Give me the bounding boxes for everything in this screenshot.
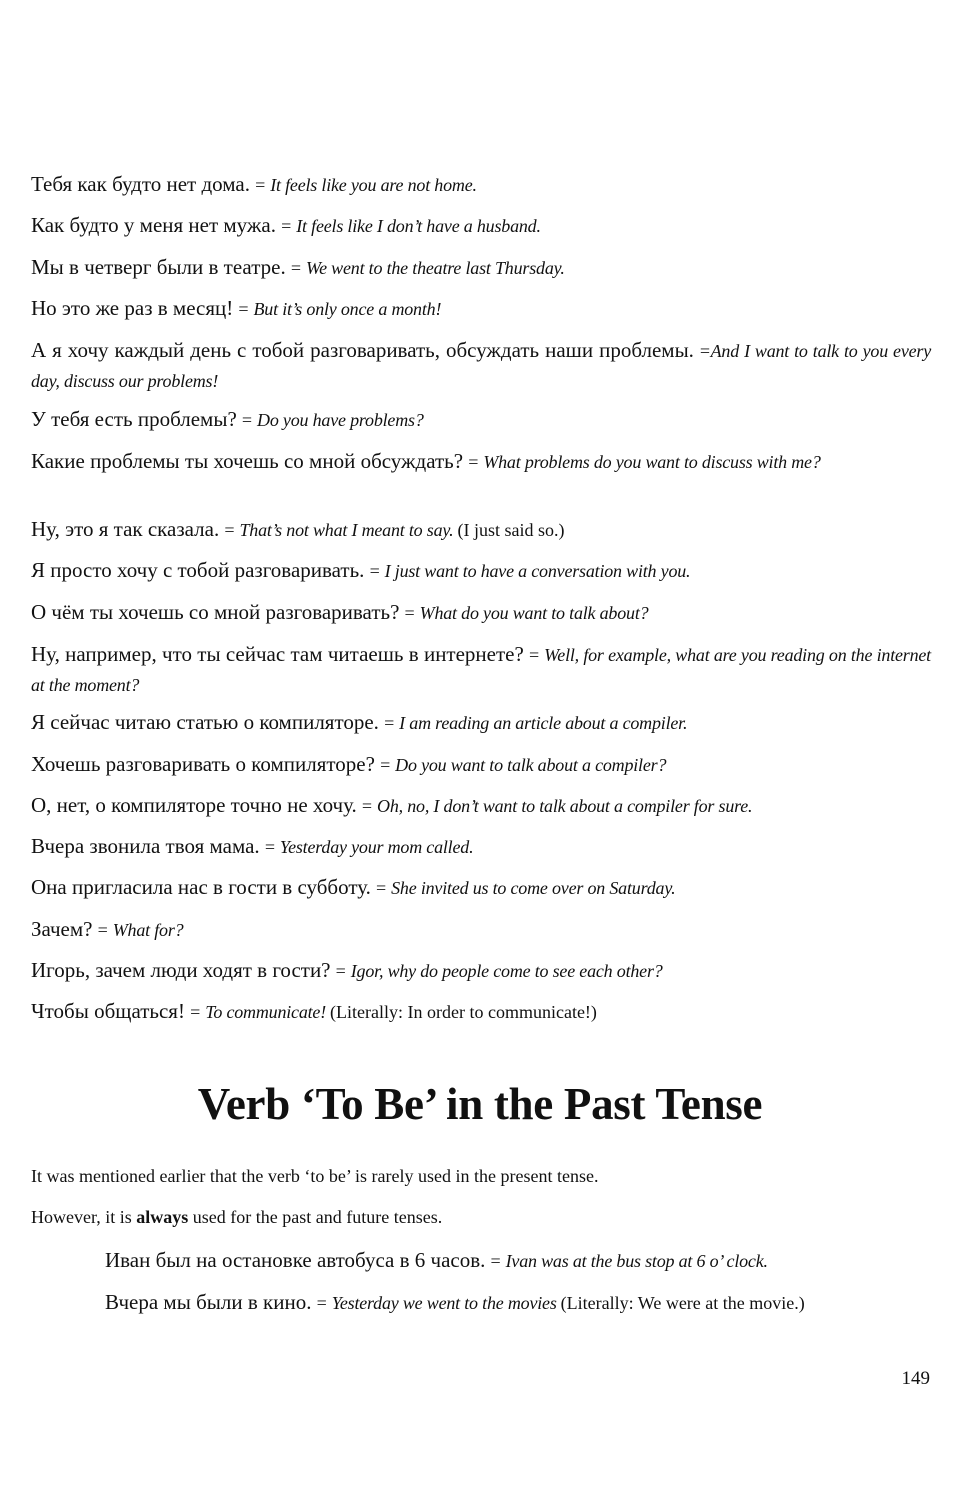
literal-note: (Literally: We were at the movie.)	[560, 1293, 805, 1313]
body-paragraph	[31, 1207, 931, 1228]
russian-sentence: Вчера звонила твоя мама.	[31, 834, 260, 858]
dialogue-line	[31, 255, 931, 280]
dialogue-line	[31, 407, 931, 432]
dialogue-line	[31, 875, 931, 900]
dialogue-line	[31, 917, 931, 942]
example-line	[105, 1288, 931, 1319]
english-translation: = Igor, why do people come to see each other?	[334, 961, 663, 981]
dialogue-line	[31, 834, 931, 859]
english-translation: = Do you want to talk about a compiler?	[378, 755, 667, 775]
russian-sentence: Вчера мы были в кино.	[105, 1290, 312, 1314]
russian-sentence: Ну, например, что ты сейчас там читаешь в интернете?	[31, 642, 524, 666]
russian-sentence: Но это же раз в месяц!	[31, 296, 234, 320]
russian-sentence: Иван был на остановке автобуса в 6 часов.	[105, 1248, 486, 1272]
russian-sentence: Ну, это я так сказала.	[31, 517, 220, 541]
paragraph-text: used for the past and future tenses.	[188, 1207, 443, 1227]
dialogue-line	[31, 558, 931, 583]
dialogue-line	[31, 172, 931, 197]
english-translation: = Yesterday your mom called.	[263, 837, 474, 857]
emphasis-word: always	[136, 1207, 189, 1227]
dialogue-line	[31, 710, 931, 735]
russian-sentence: О чём ты хочешь со мной разговаривать?	[31, 600, 400, 624]
russian-sentence: Игорь, зачем люди ходят в гости?	[31, 958, 331, 982]
english-translation: = What do you want to talk about?	[403, 603, 649, 623]
russian-sentence: Я сейчас читаю статью о компиляторе.	[31, 710, 379, 734]
russian-sentence: Мы в четверг были в театре.	[31, 255, 286, 279]
dialogue-line	[31, 640, 931, 701]
russian-sentence: Она пригласила нас в гости в субботу.	[31, 875, 371, 899]
dialogue-line	[31, 752, 931, 777]
english-translation: = She invited us to come over on Saturday.	[374, 878, 676, 898]
dialogue-line	[31, 793, 931, 818]
dialogue-line	[31, 296, 931, 321]
russian-sentence: Чтобы общаться!	[31, 999, 185, 1023]
english-translation: = To communicate!	[188, 1002, 327, 1022]
body-paragraph: It was mentioned earlier that the verb ‘to be’ is rarely used in the present tense.	[31, 1166, 599, 1186]
russian-sentence: Зачем?	[31, 917, 93, 941]
russian-sentence: Хочешь разговаривать о компиляторе?	[31, 752, 375, 776]
section-heading: Verb ‘To Be’ in the Past Tense	[197, 1079, 763, 1129]
russian-sentence: Как будто у меня нет мужа.	[31, 213, 276, 237]
english-translation: = Well, for example, what are you reading on the internet at the moment?	[31, 645, 931, 695]
russian-sentence: У тебя есть проблемы?	[31, 407, 237, 431]
dialogue-line	[31, 517, 931, 542]
english-translation: = I just want to have a conversation with you.	[368, 561, 691, 581]
english-translation: = What for?	[96, 920, 184, 940]
english-translation: = We went to the theatre last Thursday.	[289, 258, 565, 278]
english-translation: = Oh, no, I don’t want to talk about a compiler for sure.	[360, 796, 753, 816]
english-translation: =And I want to talk to you every day, discuss our problems!	[31, 341, 932, 391]
english-translation: = I am reading an article about a compiler.	[382, 713, 688, 733]
page-number: 149	[901, 1368, 930, 1389]
literal-note: (I just said so.)	[457, 520, 565, 540]
english-translation: = It feels like I don’t have a husband.	[280, 216, 541, 236]
russian-sentence: Какие проблемы ты хочешь со мной обсуждать?	[31, 449, 464, 473]
english-translation: = Yesterday we went to the movies	[315, 1293, 557, 1313]
dialogue-line	[31, 958, 931, 983]
english-translation: = Ivan was at the bus stop at 6 o’ clock.	[489, 1251, 768, 1271]
dialogue-line	[31, 336, 931, 397]
paragraph-text: However, it is	[31, 1207, 137, 1227]
russian-sentence: Тебя как будто нет дома.	[31, 172, 250, 196]
english-translation: = It feels like you are not home.	[253, 175, 477, 195]
russian-sentence: О, нет, о компиляторе точно не хочу.	[31, 793, 357, 817]
english-translation: = But it’s only once a month!	[237, 299, 442, 319]
dialogue-line	[31, 213, 931, 238]
english-translation: = Do you have problems?	[240, 410, 424, 430]
russian-sentence: Я просто хочу с тобой разговаривать.	[31, 558, 365, 582]
english-translation: = That’s not what I meant to say.	[223, 520, 454, 540]
dialogue-line	[31, 600, 931, 625]
literal-note: (Literally: In order to communicate!)	[330, 1002, 597, 1022]
dialogue-line	[31, 999, 931, 1024]
dialogue-line	[31, 447, 931, 478]
russian-sentence: А я хочу каждый день с тобой разговаривать, обсуждать наши проблемы.	[31, 338, 694, 362]
english-translation: = What problems do you want to discuss with me?	[467, 452, 821, 472]
example-line	[105, 1248, 931, 1273]
